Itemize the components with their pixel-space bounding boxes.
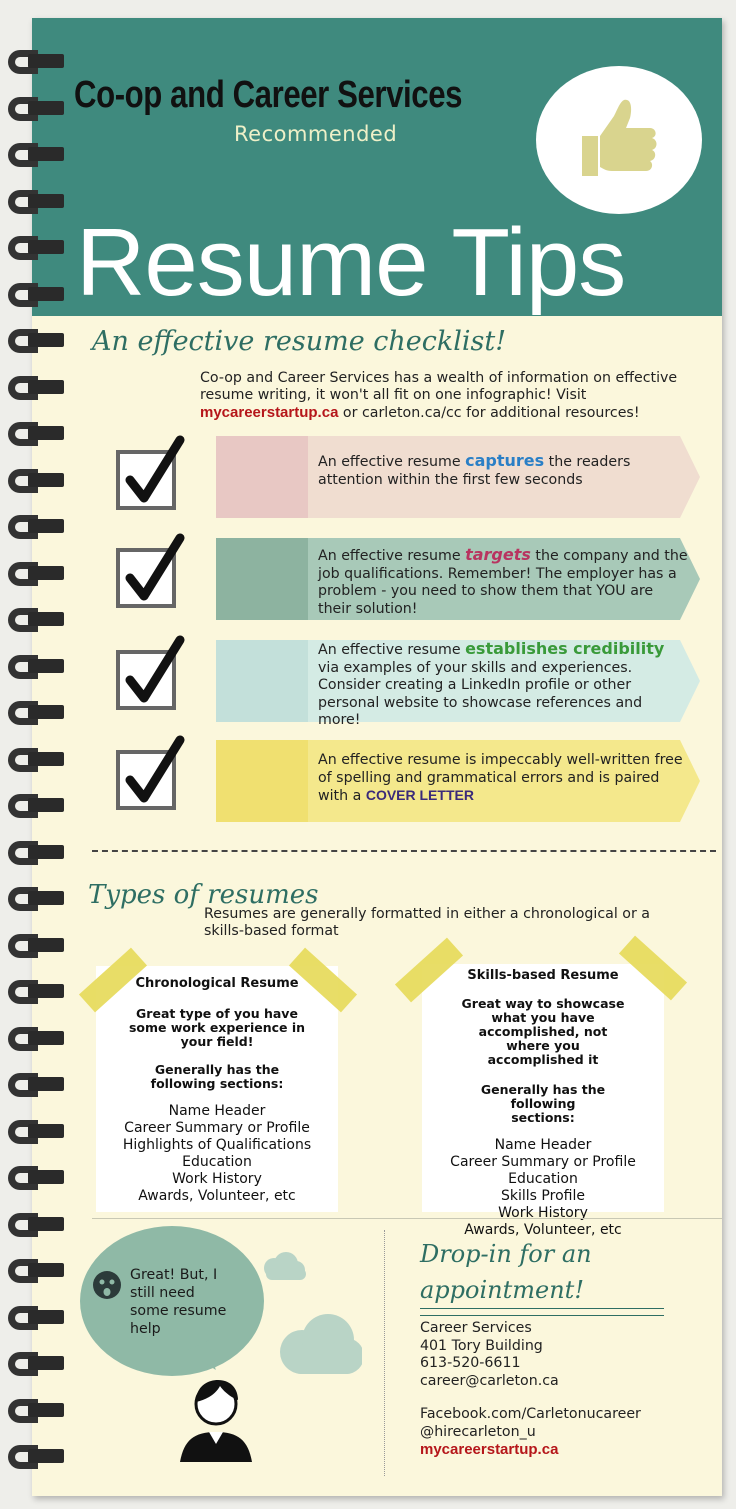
binding-ring [8,50,64,74]
item-keyword: COVER LETTER [365,787,474,803]
binding-ring [8,1399,64,1423]
section-item: Work History [498,1205,588,1221]
section-item: Work History [172,1171,262,1187]
types-heading: Types of resumes [88,880,319,910]
checklist-text [318,546,688,618]
binding-ring [8,143,64,167]
binding-ring [8,1120,64,1144]
intro-link[interactable]: mycareerstartup.ca [200,404,339,421]
contact-line: Career Services [420,1320,532,1336]
person-icon [178,1374,254,1464]
card-sections [422,1137,664,1239]
binding-ring [8,980,64,1004]
binding-ring [8,469,64,493]
checklist-item [32,740,722,822]
main-title: Resume Tips [76,209,626,316]
binding-ring [8,1352,64,1376]
binding-ring [8,1213,64,1237]
item-keyword: captures [465,451,545,470]
checkmark-icon [124,632,186,708]
item-keyword: establishes credibility [465,639,665,658]
section-item: Career Summary or Profile [124,1120,310,1136]
footer-link[interactable]: mycareerstartup.ca [420,1441,559,1458]
drop-in-heading: Drop-in for an appointment! [420,1240,592,1304]
section-item: Education [182,1154,252,1170]
skills-card [422,964,664,1238]
drop-in-underline [420,1308,664,1316]
section-item: Name Header [168,1103,266,1119]
binding-ring [8,1306,64,1330]
types-intro: Resumes are generally formatted in either a chronological or a skills-based format [204,906,650,939]
item-pre: An effective resume [318,548,466,564]
checkmark-icon [124,732,186,808]
intro-text: Co-op and Career Services has a wealth of information on effective resume writing, it won't all fit on one infographic! Visit [200,370,678,403]
checkbox [116,650,176,710]
item-pre: An effective resume [318,454,466,470]
binding-ring [8,562,64,586]
card-desc: Great type of you have some work experience in your field! [128,1006,306,1049]
card-sections-label: Generally has the following sections: [480,1082,606,1125]
binding-ring [8,608,64,632]
binding-ring [8,934,64,958]
thumbs-up-icon [578,96,664,182]
binding-ring [8,190,64,214]
binding-ring [8,748,64,772]
checkmark-icon [124,530,186,606]
item-keyword: targets [465,545,531,564]
worried-face-icon [92,1270,122,1300]
binding-ring [8,422,64,446]
binding-ring [8,887,64,911]
spiral-binding [0,0,70,1509]
checkbox [116,450,176,510]
checkbox [116,548,176,608]
binding-ring [8,1259,64,1283]
checklist-item [32,639,722,728]
binding-ring [8,1027,64,1051]
cloud-icon [252,1252,362,1382]
checkmark-icon [124,432,186,508]
section-item: Highlights of Qualifications [122,1137,312,1153]
item-post: the company and the job qualifications. Remember! The employer has a problem - you need to show them that YOU are their solution! [318,548,688,617]
contact-block [420,1320,641,1459]
binding-ring [8,515,64,539]
contact-email[interactable]: career@carleton.ca [420,1372,559,1389]
binding-ring [8,376,64,400]
section-item: Awards, Volunteer, etc [464,1222,622,1238]
binding-ring [8,1166,64,1190]
item-pre: An effective resume is impeccably well-written free of spelling and grammatical errors and is paired with a [318,752,683,804]
card-title: Chronological Resume [135,976,299,991]
chronological-card [96,966,338,1212]
twitter-handle[interactable]: @hirecarleton_u [420,1423,536,1440]
footer-divider [92,1218,722,1219]
intro-end-text: or carleton.ca/cc for additional resources! [338,405,640,421]
org-title: Co-op and Career Services [74,74,463,116]
binding-ring [8,1073,64,1097]
checklist-heading: An effective resume checklist! [92,326,507,357]
checkbox [116,750,176,810]
recommended-label: Recommended [234,122,398,146]
binding-ring [8,329,64,353]
binding-ring [8,236,64,260]
section-item: Skills Profile [501,1188,585,1204]
checklist-intro [200,370,700,422]
section-item: Career Summary or Profile [450,1154,636,1170]
card-sections-label: Generally has the following sections: [150,1062,284,1091]
binding-ring [8,655,64,679]
footer-vertical-divider [384,1230,385,1476]
section-divider [92,850,716,852]
binding-ring [8,701,64,725]
binding-ring [8,283,64,307]
contact-line: 401 Tory Building [420,1337,543,1354]
facebook-link[interactable]: Facebook.com/Carletonucareer [420,1406,641,1422]
spacer [420,1390,641,1406]
checklist-text [318,640,688,730]
checklist-item [32,436,722,518]
section-item: Name Header [494,1137,592,1153]
item-post: the readers attention within the first few seconds [318,454,631,488]
binding-ring [8,97,64,121]
binding-ring [8,1445,64,1469]
card-desc: Great way to showcase what you have accomplished, not where you accomplished it [461,996,625,1067]
checklist-item [32,538,722,620]
section-item: Awards, Volunteer, etc [138,1188,296,1204]
binding-ring [8,841,64,865]
item-post: via examples of your skills and experiences. Consider creating a LinkedIn profile or other personal website to showcase references and more! [318,659,643,728]
speech-bubble-text: Great! But, I still need some resume help [130,1267,227,1337]
checklist-text [318,752,688,806]
card-sections [96,1103,338,1205]
section-item: Education [508,1171,578,1187]
infographic-page [32,18,722,1496]
checklist-text [318,452,688,489]
card-title: Skills-based Resume [467,968,619,983]
contact-phone: 613-520-6611 [420,1355,521,1371]
thumb-circle [536,66,702,214]
item-pre: An effective resume [318,642,466,658]
binding-ring [8,794,64,818]
